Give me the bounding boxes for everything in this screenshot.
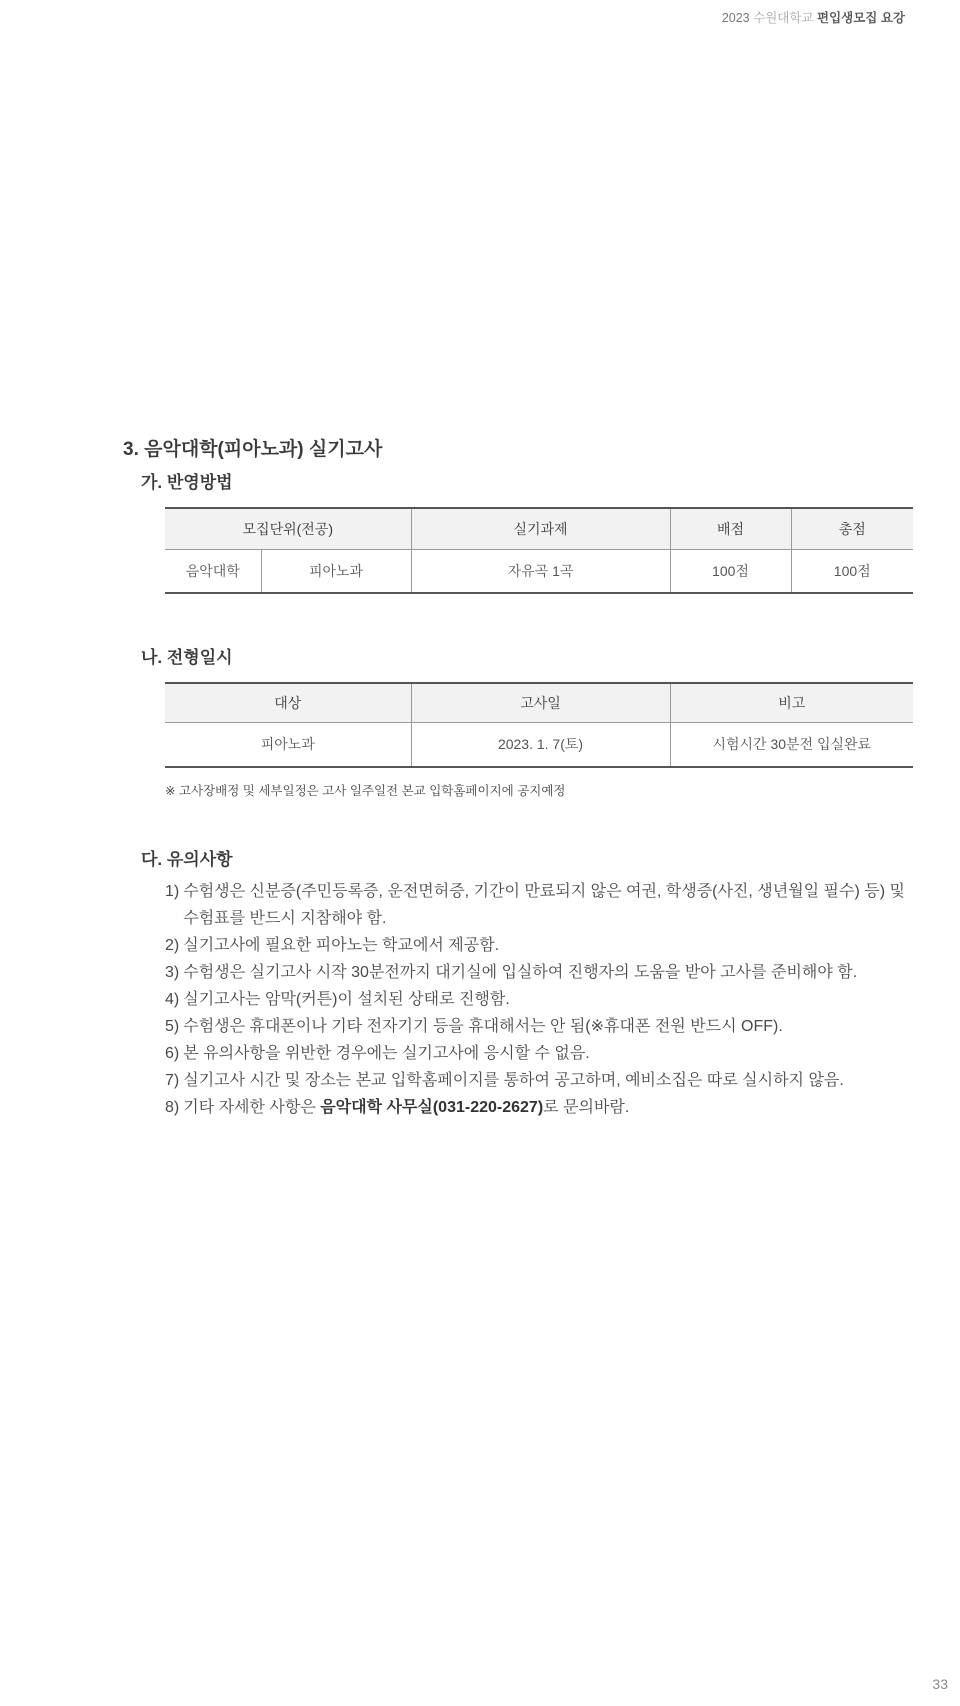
schedule-header-date: 고사일 <box>411 683 670 722</box>
scoring-header-row <box>165 508 913 549</box>
schedule-header-target: 대상 <box>165 683 411 722</box>
contact-office: 음악대학 사무실(031-220-2627) <box>320 1099 544 1116</box>
list-item <box>165 959 905 986</box>
list-item <box>165 1067 905 1094</box>
caution-text <box>183 1094 905 1121</box>
caution-text: 실기고사 시간 및 장소는 본교 입학홈페이지를 통하여 공고하며, 예비소집은 따로 실시하지 않음. <box>183 1072 844 1089</box>
caution-text-before: 기타 자세한 사항은 <box>183 1099 321 1116</box>
schedule-cell-remark: 시험시간 30분전 입실완료 <box>670 722 913 767</box>
caution-number: 4) <box>165 991 180 1008</box>
caution-number: 1) <box>165 883 180 900</box>
caution-text: 수험생은 신분증(주민등록증, 운전면허증, 기간이 만료되지 않은 여권, 학생증(사진, 생년월일 필수) 등) 및 수험표를 반드시 지참해야 함. <box>183 883 905 927</box>
schedule-header-row <box>165 683 913 722</box>
scoring-header-total: 총점 <box>791 508 913 549</box>
caution-text: 실기고사는 암막(커튼)이 설치된 상태로 진행함. <box>183 991 510 1008</box>
header-university: 수원대학교 <box>753 11 814 25</box>
caution-text: 수험생은 실기고사 시작 30분전까지 대기실에 입실하여 진행자의 도움을 받아 고사를 준비해야 함. <box>183 964 858 981</box>
caution-number: 6) <box>165 1045 180 1062</box>
table-row <box>165 549 913 593</box>
caution-text-after: 로 문의바람. <box>543 1099 630 1116</box>
schedule-cell-date: 2023. 1. 7(토) <box>411 722 670 767</box>
caution-text: 실기고사에 필요한 피아노는 학교에서 제공함. <box>183 937 500 954</box>
scoring-table <box>165 507 913 594</box>
page-header <box>722 8 905 26</box>
list-item <box>165 1094 905 1121</box>
caution-number: 7) <box>165 1072 180 1089</box>
table-row <box>165 722 913 767</box>
caution-number: 2) <box>165 937 180 954</box>
list-item <box>165 986 905 1013</box>
caution-number: 8) <box>165 1099 180 1116</box>
caution-text: 수험생은 휴대폰이나 기타 전자기기 등을 휴대해서는 안 됨(※휴대폰 전원 반드시 OFF). <box>183 1018 783 1035</box>
caution-number: 5) <box>165 1018 180 1035</box>
scoring-cell-total: 100점 <box>791 549 913 593</box>
scoring-cell-task: 자유곡 1곡 <box>411 549 670 593</box>
caution-number: 3) <box>165 964 180 981</box>
scoring-subtitle: 가. 반영방법 <box>141 473 233 492</box>
schedule-header-remark: 비고 <box>670 683 913 722</box>
header-document-title: 편입생모집 요강 <box>817 11 905 25</box>
schedule-subtitle: 나. 전형일시 <box>141 648 233 667</box>
header-year: 2023 <box>721 11 750 25</box>
scoring-cell-major: 피아노과 <box>261 549 411 593</box>
list-item <box>165 1013 905 1040</box>
scoring-header-task: 실기과제 <box>411 508 670 549</box>
caution-text: 본 유의사항을 위반한 경우에는 실기고사에 응시할 수 없음. <box>183 1045 590 1062</box>
schedule-cell-target: 피아노과 <box>260 736 315 753</box>
scoring-cell-college: 음악대학 <box>185 562 240 579</box>
schedule-table <box>165 682 913 768</box>
list-item <box>165 932 905 959</box>
list-item <box>165 878 905 932</box>
scoring-header-points: 배점 <box>670 508 791 549</box>
cautions-list <box>165 878 905 1121</box>
list-item <box>165 1040 905 1067</box>
scoring-header-unit: 모집단위(전공) <box>165 508 411 549</box>
section-title: 3. 음악대학(피아노과) 실기고사 <box>123 439 383 460</box>
cautions-subtitle: 다. 유의사항 <box>141 850 233 869</box>
page-number: 33 <box>932 1676 948 1692</box>
schedule-note: ※ 고사장배정 및 세부일정은 고사 일주일전 본교 입학홈페이지에 공지예정 <box>165 784 566 798</box>
scoring-cell-points: 100점 <box>670 549 791 593</box>
